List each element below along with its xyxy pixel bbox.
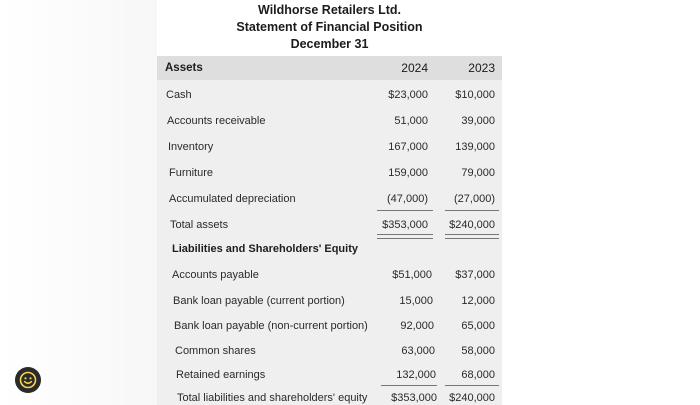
smiley-icon[interactable] bbox=[15, 367, 41, 393]
furniture-2024: 159,000 bbox=[388, 167, 428, 179]
row-label-accounts-receivable: Accounts receivable bbox=[167, 115, 266, 127]
accounts-payable-2024: $51,000 bbox=[392, 269, 432, 281]
row-label-bank-loan-current: Bank loan payable (current portion) bbox=[173, 295, 345, 307]
row-label-accumulated-depreciation: Accumulated depreciation bbox=[169, 193, 296, 205]
table-header-row bbox=[157, 56, 502, 80]
financial-table bbox=[157, 56, 502, 405]
total-liabilities-equity-2023: $240,000 bbox=[449, 392, 495, 404]
liabilities-subtotal-rule-2024 bbox=[381, 385, 437, 386]
statement-title: Statement of Financial Position bbox=[236, 20, 423, 34]
column-2023-header: 2023 bbox=[468, 61, 495, 75]
retained-earnings-2024: 132,000 bbox=[396, 369, 436, 381]
liabilities-equity-heading: Liabilities and Shareholders' Equity bbox=[172, 243, 358, 255]
row-label-bank-loan-noncurrent: Bank loan payable (non-current portion) bbox=[174, 320, 368, 332]
accumulated-depreciation-2023: (27,000) bbox=[454, 193, 495, 205]
total-assets-2024: $353,000 bbox=[382, 219, 428, 231]
row-label-inventory: Inventory bbox=[168, 141, 214, 153]
statement-header bbox=[157, 0, 502, 58]
row-label-furniture: Furniture bbox=[169, 167, 214, 179]
row-label-retained-earnings: Retained earnings bbox=[176, 369, 266, 381]
inventory-2023: 139,000 bbox=[455, 141, 495, 153]
bank-loan-noncurrent-2024: 92,000 bbox=[400, 320, 434, 332]
cash-2023: $10,000 bbox=[455, 89, 495, 101]
liabilities-subtotal-rule-2023 bbox=[445, 385, 499, 386]
statement-date: December 31 bbox=[290, 37, 369, 51]
bank-loan-current-2024: 15,000 bbox=[399, 295, 433, 307]
subtotal-rule-2023 bbox=[445, 210, 499, 211]
bank-loan-noncurrent-2023: 65,000 bbox=[461, 320, 495, 332]
smiley-icon-glyph bbox=[18, 370, 38, 390]
accumulated-depreciation-2024: (47,000) bbox=[387, 193, 428, 205]
page-margin bbox=[0, 0, 157, 405]
accounts-payable-2023: $37,000 bbox=[455, 269, 495, 281]
total-double-rule-2024 bbox=[377, 234, 433, 239]
retained-earnings-2023: 68,000 bbox=[461, 369, 495, 381]
total-assets-2023: $240,000 bbox=[449, 219, 495, 231]
row-label-cash: Cash bbox=[166, 89, 192, 101]
row-label-total-liabilities-equity: Total liabilities and shareholders' equity bbox=[177, 392, 368, 404]
bank-loan-current-2023: 12,000 bbox=[461, 295, 495, 307]
common-shares-2024: 63,000 bbox=[401, 345, 435, 357]
accounts-receivable-2023: 39,000 bbox=[461, 115, 495, 127]
cash-2024: $23,000 bbox=[388, 89, 428, 101]
subtotal-rule-2024 bbox=[377, 210, 433, 211]
row-label-accounts-payable: Accounts payable bbox=[172, 269, 259, 281]
total-liabilities-equity-2024: $353,000 bbox=[391, 392, 437, 404]
company-name: Wildhorse Retailers Ltd. bbox=[258, 3, 401, 17]
inventory-2024: 167,000 bbox=[388, 141, 428, 153]
row-label-common-shares: Common shares bbox=[175, 345, 256, 357]
furniture-2023: 79,000 bbox=[461, 167, 495, 179]
common-shares-2023: 58,000 bbox=[461, 345, 495, 357]
assets-heading: Assets bbox=[165, 62, 203, 74]
total-double-rule-2023 bbox=[445, 234, 499, 239]
accounts-receivable-2024: 51,000 bbox=[394, 115, 428, 127]
row-label-total-assets: Total assets bbox=[170, 219, 229, 231]
column-2024-header: 2024 bbox=[401, 61, 428, 75]
